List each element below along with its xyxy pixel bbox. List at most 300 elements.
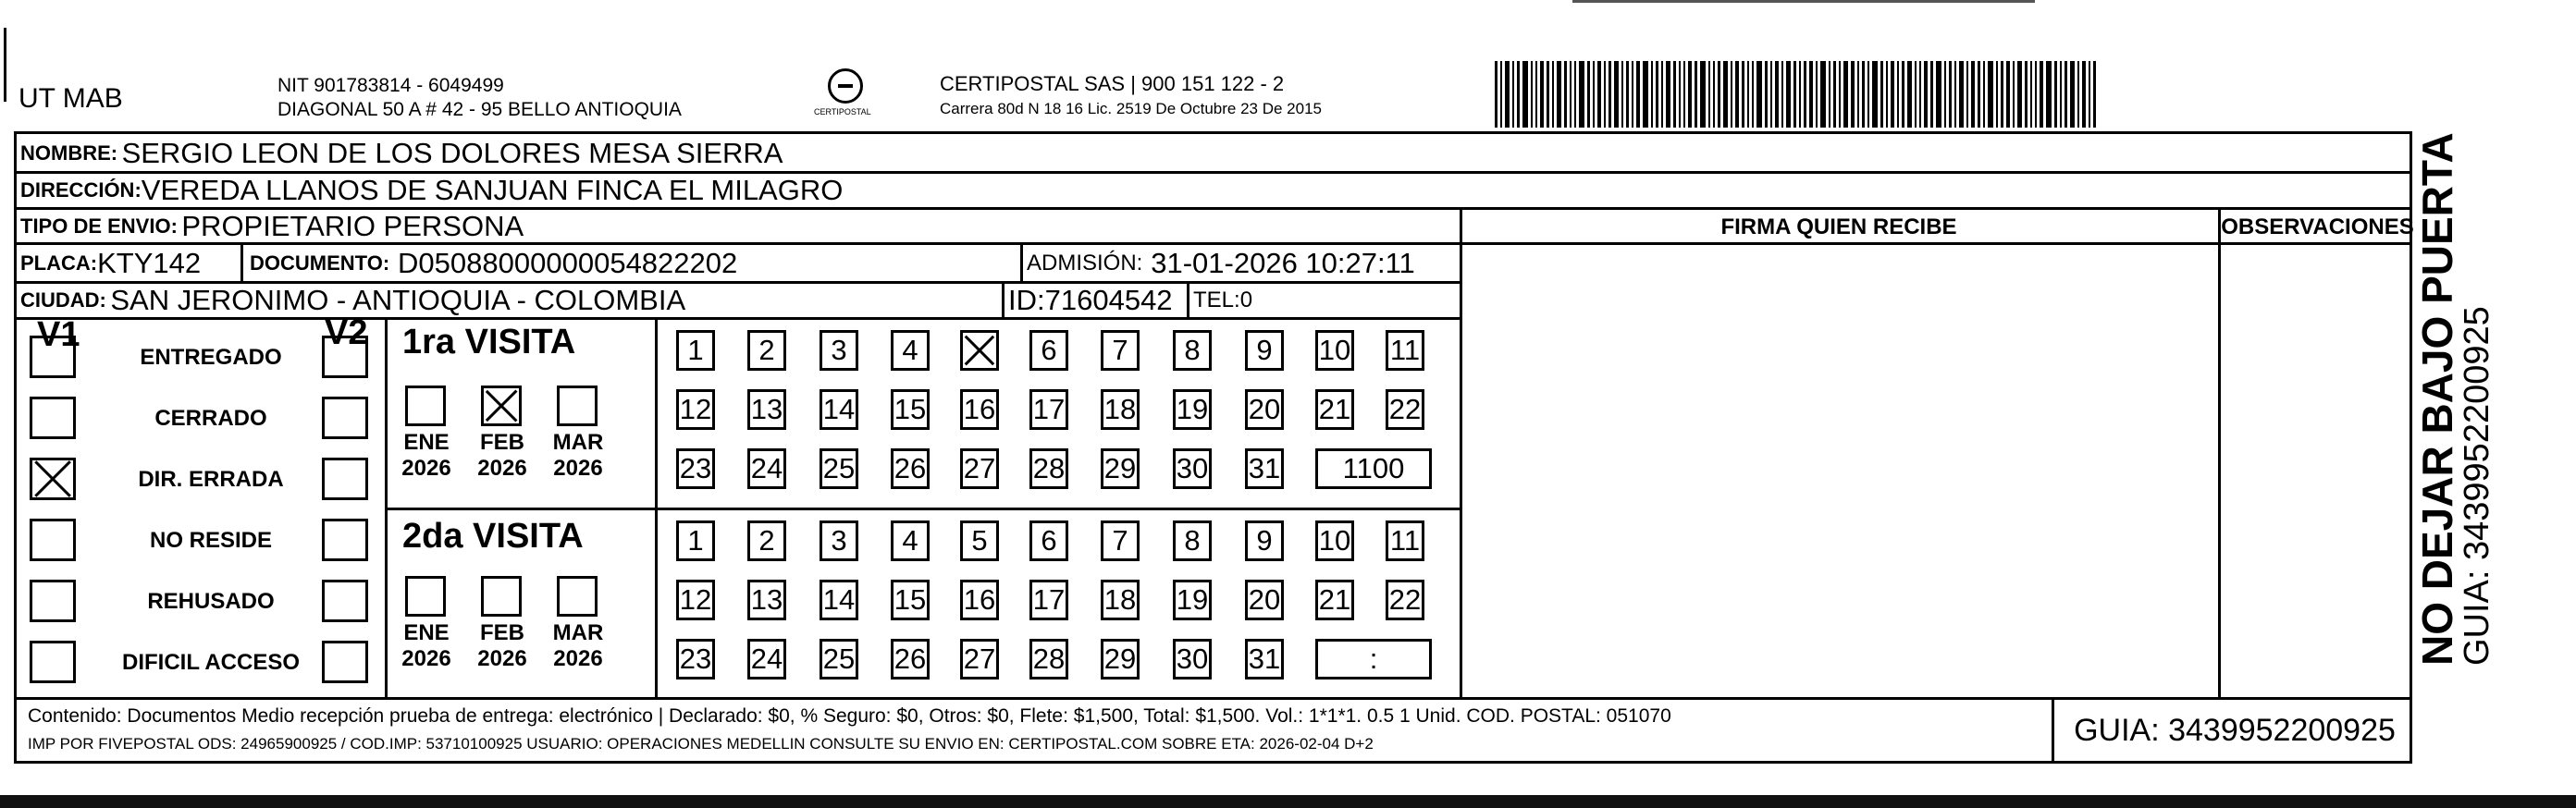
month-year: 2026 (477, 455, 527, 481)
day-number: 13 (750, 393, 783, 425)
v2-checkbox[interactable] (322, 641, 368, 683)
company-license: Carrera 80d N 18 16 Lic. 2519 De Octubre 23 De 2015 (940, 100, 1322, 117)
barcode-bar (2089, 61, 2090, 128)
day-number: 4 (902, 524, 918, 557)
checked-x-icon (484, 388, 519, 423)
day-box[interactable] (1315, 520, 1354, 561)
day-box[interactable] (891, 520, 930, 561)
day-box[interactable] (1173, 639, 1212, 679)
barcode-bar (1713, 61, 1715, 128)
day-number: 3 (831, 334, 847, 366)
placa-cell (20, 246, 201, 281)
month-name: FEB (480, 620, 524, 645)
day-box[interactable] (891, 639, 930, 679)
barcode-bar (1688, 61, 1692, 128)
v2-checkbox[interactable] (322, 580, 368, 622)
barcode-bar (2082, 61, 2086, 128)
barcode-bar (1915, 61, 1917, 128)
day-number: 10 (1318, 334, 1351, 366)
barcode-bar (1829, 61, 1830, 128)
barcode-bar (1505, 61, 1510, 128)
top-edge-line (1572, 0, 2035, 4)
documento-label: DOCUMENTO: (250, 251, 390, 275)
status-label: ENTREGADO (140, 345, 282, 370)
day-box[interactable] (891, 448, 930, 489)
barcode-bar (1747, 61, 1749, 128)
barcode-bar (2030, 61, 2032, 128)
day-box[interactable] (1029, 580, 1068, 620)
barcode-bar (1718, 61, 1720, 128)
admision-cell (1027, 246, 1415, 281)
day-number: 24 (750, 643, 783, 675)
barcode-bar (1954, 61, 1956, 128)
time-box[interactable] (1315, 639, 1432, 679)
barcode-bar (1919, 61, 1921, 128)
day-box[interactable] (1245, 520, 1284, 561)
barcode-bar (1643, 61, 1648, 128)
day-box[interactable] (1245, 330, 1284, 371)
admision-label: ADMISIÓN: (1027, 251, 1143, 275)
barcode-bar (1867, 61, 1869, 128)
day-box[interactable] (1173, 389, 1212, 430)
day-number: 5 (971, 524, 988, 557)
day-number: 8 (1184, 334, 1201, 366)
barcode-bar (1579, 61, 1584, 128)
sender-nit: NIT 901783814 - 6049499 (277, 75, 504, 96)
barcode-bar (2017, 61, 2022, 128)
day-box[interactable] (820, 448, 858, 489)
day-number: 31 (1248, 452, 1281, 484)
day-number: 19 (1176, 583, 1209, 616)
day-box[interactable] (820, 520, 858, 561)
barcode-bar (1971, 61, 1975, 128)
day-number: 9 (1256, 334, 1273, 366)
barcode-bar (1809, 61, 1813, 128)
delivery-form (14, 131, 2412, 764)
barcode-bar (1597, 61, 1601, 128)
day-number: 6 (1041, 524, 1057, 557)
month-checkbox[interactable] (405, 386, 446, 426)
day-box[interactable] (1245, 448, 1284, 489)
barcode-bar (1531, 61, 1533, 128)
day-number: 26 (894, 643, 927, 675)
barcode-bar (1735, 61, 1739, 128)
day-number: 24 (750, 452, 783, 484)
nombre-row (20, 136, 783, 171)
day-box[interactable] (1386, 389, 1424, 430)
v2-checkbox[interactable] (322, 458, 368, 500)
day-box[interactable] (1101, 580, 1140, 620)
day-number: 21 (1318, 583, 1351, 616)
day-box[interactable] (820, 639, 858, 679)
barcode-bar (2013, 61, 2015, 128)
visit1-title: 1ra VISITA (402, 323, 576, 361)
v2-label: V2 (325, 313, 368, 352)
ciudad-value: SAN JERONIMO - ANTIOQUIA - COLOMBIA (110, 284, 686, 316)
barcode-bar (1775, 61, 1779, 128)
barcode-bar (1833, 61, 1836, 128)
day-number: 27 (963, 452, 996, 484)
month-label (394, 430, 459, 481)
bottom-edge (0, 795, 2576, 808)
day-number: 22 (1388, 393, 1422, 425)
barcode-bar (2046, 61, 2052, 128)
day-box[interactable] (1173, 448, 1212, 489)
day-number: 11 (1389, 524, 1421, 557)
tipo-label: TIPO DE ENVIO: (20, 214, 178, 238)
barcode-bar (1843, 61, 1848, 128)
day-box[interactable] (960, 580, 999, 620)
v1-checkbox[interactable] (30, 397, 76, 439)
barcode-bar (1799, 61, 1801, 128)
barcode-bar (1708, 61, 1710, 128)
v1-checkbox[interactable] (30, 336, 76, 378)
barcode-bar (1756, 61, 1762, 128)
day-box[interactable] (747, 639, 786, 679)
barcode-bar (1673, 61, 1676, 128)
id-value: 71604542 (1044, 284, 1173, 316)
day-number: 19 (1176, 393, 1209, 425)
day-box[interactable] (1386, 330, 1424, 371)
month-label (470, 620, 535, 671)
month-checkbox[interactable] (557, 576, 598, 617)
barcode-bar (2035, 61, 2037, 128)
day-box[interactable] (960, 639, 999, 679)
day-number: 18 (1103, 393, 1137, 425)
day-box[interactable] (960, 330, 999, 371)
documento-value: D05088000000054822202 (398, 247, 738, 279)
status-label: DIFICIL ACCESO (121, 650, 300, 675)
barcode-bar (1587, 61, 1590, 128)
month-checkbox[interactable] (405, 576, 446, 617)
month-year: 2026 (401, 645, 451, 671)
barcode-bar (1978, 61, 1980, 128)
placa-value: KTY142 (97, 247, 202, 279)
barcode-bar (1651, 61, 1653, 128)
day-number: 12 (679, 393, 712, 425)
day-number: 7 (1112, 334, 1128, 366)
barcode-bar (1547, 61, 1549, 128)
day-box[interactable] (1101, 448, 1140, 489)
barcode-bar (1930, 61, 1933, 128)
month-label (546, 620, 610, 671)
day-number: 13 (750, 583, 783, 616)
time-box[interactable] (1315, 448, 1432, 489)
sender-name: UT MAB (18, 83, 123, 114)
barcode-bar (2093, 61, 2096, 128)
barcode-bar (1804, 61, 1806, 128)
tel-cell (1193, 284, 1252, 317)
day-number: 1 (687, 334, 704, 366)
placa-label: PLACA: (20, 251, 98, 275)
v2-checkbox[interactable] (322, 519, 368, 561)
ciudad-cell (20, 284, 685, 317)
barcode-bar (1886, 61, 1888, 128)
month-name: ENE (403, 620, 450, 645)
day-number: 1 (687, 524, 704, 557)
day-number: 2 (758, 524, 775, 557)
day-number: 20 (1248, 393, 1281, 425)
barcode-bar (1902, 61, 1904, 128)
day-number: 7 (1112, 524, 1128, 557)
barcode-bar (1770, 61, 1772, 128)
v2-checkbox[interactable] (322, 336, 368, 378)
day-number: 28 (1032, 452, 1066, 484)
barcode-bar (1897, 61, 1899, 128)
barcode-bar (1636, 61, 1640, 128)
barcode-bar (1614, 61, 1619, 128)
day-box[interactable] (960, 389, 999, 430)
day-number: 15 (894, 583, 927, 616)
barcode-bar (1891, 61, 1894, 128)
month-year: 2026 (401, 455, 451, 481)
barcode-bar (1731, 61, 1732, 128)
barcode-bar (1564, 61, 1567, 128)
month-label (470, 430, 535, 481)
day-box[interactable] (891, 580, 930, 620)
barcode-bar (2001, 61, 2003, 128)
tipo-row (20, 210, 524, 243)
barcode-bar (1949, 61, 1952, 128)
status-label: REHUSADO (147, 589, 275, 614)
barcode-bar (1816, 61, 1818, 128)
checked-x-icon (32, 460, 73, 497)
barcode-bar (1679, 61, 1681, 128)
day-number: 6 (1041, 334, 1057, 366)
day-number: 28 (1032, 643, 1066, 675)
day-box[interactable] (820, 389, 858, 430)
barcode-bar (1604, 61, 1606, 128)
barcode-bar (1742, 61, 1744, 128)
day-box[interactable] (676, 639, 715, 679)
day-number: 16 (963, 583, 996, 616)
day-box[interactable] (1101, 520, 1140, 561)
barcode-bar (1786, 61, 1791, 128)
company-name: CERTIPOSTAL SAS | 900 151 122 - 2 (940, 72, 1285, 95)
day-box[interactable] (747, 330, 786, 371)
barcode-bar (1626, 61, 1629, 128)
side-notice-text: NO DEJAR BAJO PUERTA (2413, 132, 2461, 666)
barcode-bar (2006, 61, 2010, 128)
ciudad-label: CIUDAD: (20, 288, 106, 312)
month-name: MAR (552, 620, 604, 645)
day-box[interactable] (1173, 330, 1212, 371)
status-label: CERRADO (154, 406, 267, 431)
barcode-bar (1988, 61, 1993, 128)
day-box[interactable] (676, 330, 715, 371)
day-box[interactable] (676, 520, 715, 561)
id-label: ID: (1008, 284, 1045, 316)
barcode-bar (1574, 61, 1576, 128)
barcode-bar (1517, 61, 1520, 128)
day-box[interactable] (1245, 580, 1284, 620)
day-box[interactable] (676, 389, 715, 430)
barcode-bar (1621, 61, 1623, 128)
day-number: 20 (1248, 583, 1281, 616)
status-label: DIR. ERRADA (138, 467, 284, 492)
day-box[interactable] (747, 448, 786, 489)
month-label (394, 620, 459, 671)
barcode (1495, 61, 2179, 128)
day-number: 12 (679, 583, 712, 616)
day-number: 10 (1318, 524, 1351, 557)
barcode-bar (1700, 61, 1706, 128)
tel-value: 0 (1239, 288, 1253, 312)
day-box[interactable] (747, 389, 786, 430)
day-box[interactable] (1245, 389, 1284, 430)
day-box[interactable] (676, 448, 715, 489)
footer-guia: GUIA: 3439952200925 (2074, 712, 2396, 748)
left-edge-mark (4, 28, 6, 102)
day-box[interactable] (820, 330, 858, 371)
day-box[interactable] (676, 580, 715, 620)
barcode-bar (2060, 61, 2062, 128)
day-number: 29 (1103, 452, 1137, 484)
barcode-bar (1512, 61, 1514, 128)
visit2-title: 2da VISITA (402, 517, 584, 556)
day-number: 26 (894, 452, 927, 484)
month-year: 2026 (553, 645, 603, 671)
day-box[interactable] (1101, 639, 1140, 679)
barcode-bar (1557, 61, 1561, 128)
direccion-row (20, 174, 843, 207)
barcode-bar (1907, 61, 1912, 128)
barcode-bar (1765, 61, 1768, 128)
day-number: 30 (1176, 452, 1209, 484)
day-box[interactable] (1101, 389, 1140, 430)
direccion-value: VEREDA LLANOS DE SANJUAN FINCA EL MILAGRO (141, 174, 844, 206)
barcode-bar (1983, 61, 1985, 128)
day-box[interactable] (891, 389, 930, 430)
side-notice (2413, 132, 2497, 666)
day-box[interactable] (747, 520, 786, 561)
month-year: 2026 (553, 455, 603, 481)
day-number: 23 (679, 452, 712, 484)
barcode-bar (1661, 61, 1663, 128)
day-box[interactable] (1173, 520, 1212, 561)
month-name: FEB (480, 430, 524, 455)
barcode-bar (1500, 61, 1502, 128)
v2-checkbox[interactable] (322, 397, 368, 439)
day-box[interactable] (1101, 330, 1140, 371)
day-number: 18 (1103, 583, 1137, 616)
barcode-bar (1862, 61, 1865, 128)
footer-imp: IMP POR FIVEPOSTAL ODS: 24965900925 / COD.IMP: 53710100925 USUARIO: OPERACIONES MEDELLIN CONSULTE SU ENVIO EN: CERTIPOSTAL.COM SOBRE ETA: 2026-02-04 D+2 (28, 735, 1374, 753)
day-number: 2 (758, 334, 775, 366)
day-box[interactable] (1173, 580, 1212, 620)
barcode-bar (1723, 61, 1728, 128)
barcode-bar (1924, 61, 1928, 128)
day-number: 22 (1388, 583, 1422, 616)
month-year: 2026 (477, 645, 527, 671)
day-number: 4 (902, 334, 918, 366)
nombre-value: SERGIO LEON DE LOS DOLORES MESA SIERRA (121, 137, 783, 169)
day-box[interactable] (1245, 639, 1284, 679)
day-number: 3 (831, 524, 847, 557)
barcode-bar (1793, 61, 1796, 128)
day-number: 21 (1318, 393, 1351, 425)
barcode-bar (1820, 61, 1826, 128)
day-box[interactable] (1315, 330, 1354, 371)
barcode-bar (2064, 61, 2067, 128)
barcode-bar (1966, 61, 1968, 128)
v1-label: V1 (37, 315, 80, 354)
barcode-bar (2077, 61, 2079, 128)
month-label (546, 430, 610, 481)
day-number: 23 (679, 643, 712, 675)
barcode-bar (1872, 61, 1878, 128)
time-value: 1100 (1342, 452, 1405, 484)
barcode-bar (1570, 61, 1571, 128)
day-box[interactable] (1386, 520, 1424, 561)
barcode-bar (1839, 61, 1841, 128)
day-box[interactable] (1029, 520, 1068, 561)
checked-x-icon (963, 333, 996, 368)
month-checkbox[interactable] (557, 386, 598, 426)
barcode-bar (1540, 61, 1544, 128)
month-name: ENE (403, 430, 450, 455)
day-box[interactable] (747, 580, 786, 620)
day-box[interactable] (891, 330, 930, 371)
admision-value: 31-01-2026 10:27:11 (1151, 247, 1415, 279)
barcode-bar (2054, 61, 2057, 128)
v1-checkbox[interactable] (30, 458, 76, 500)
day-number: 14 (822, 583, 856, 616)
v1-checkbox[interactable] (30, 641, 76, 683)
day-box[interactable] (1315, 580, 1354, 620)
barcode-bar (1781, 61, 1783, 128)
barcode-bar (1522, 61, 1528, 128)
barcode-bar (1959, 61, 1964, 128)
day-number: 9 (1256, 524, 1273, 557)
barcode-bar (1666, 61, 1670, 128)
day-number: 17 (1032, 583, 1066, 616)
v1-checkbox[interactable] (30, 580, 76, 622)
barcode-bar (1936, 61, 1941, 128)
barcode-bar (2040, 61, 2043, 128)
barcode-bar (1996, 61, 1998, 128)
day-number: 29 (1103, 643, 1137, 675)
id-cell (1008, 284, 1173, 317)
barcode-bar (1880, 61, 1883, 128)
month-checkbox[interactable] (481, 386, 522, 426)
footer-contenido: Contenido: Documentos Medio recepción prueba de entrega: electrónico | Declarado: $0, % Seguro: $0, Otros: $0, Flete: $1,500, Total: $1,500. Vol.: 1*1*1. 0.5 1 Unid. COD. POSTAL: 051070 (28, 705, 1671, 727)
day-box[interactable] (1315, 389, 1354, 430)
day-box[interactable] (1029, 448, 1068, 489)
v1-checkbox[interactable] (30, 519, 76, 561)
day-number: 17 (1032, 393, 1066, 425)
side-guia: GUIA: 3439952200925 (2458, 306, 2496, 666)
barcode-bar (2025, 61, 2028, 128)
month-checkbox[interactable] (481, 576, 522, 617)
day-number: 25 (822, 452, 856, 484)
day-box[interactable] (960, 520, 999, 561)
month-name: MAR (552, 430, 604, 455)
day-number: 27 (963, 643, 996, 675)
barcode-bar (1656, 61, 1658, 128)
day-number: 16 (963, 393, 996, 425)
day-box[interactable] (1029, 639, 1068, 679)
observaciones-label: OBSERVACIONES (2221, 214, 2414, 239)
day-number: 31 (1248, 643, 1281, 675)
day-box[interactable] (1029, 330, 1068, 371)
day-box[interactable] (1386, 580, 1424, 620)
day-number: 11 (1389, 334, 1421, 366)
day-number: 14 (822, 393, 856, 425)
day-box[interactable] (820, 580, 858, 620)
day-box[interactable] (960, 448, 999, 489)
day-box[interactable] (1029, 389, 1068, 430)
